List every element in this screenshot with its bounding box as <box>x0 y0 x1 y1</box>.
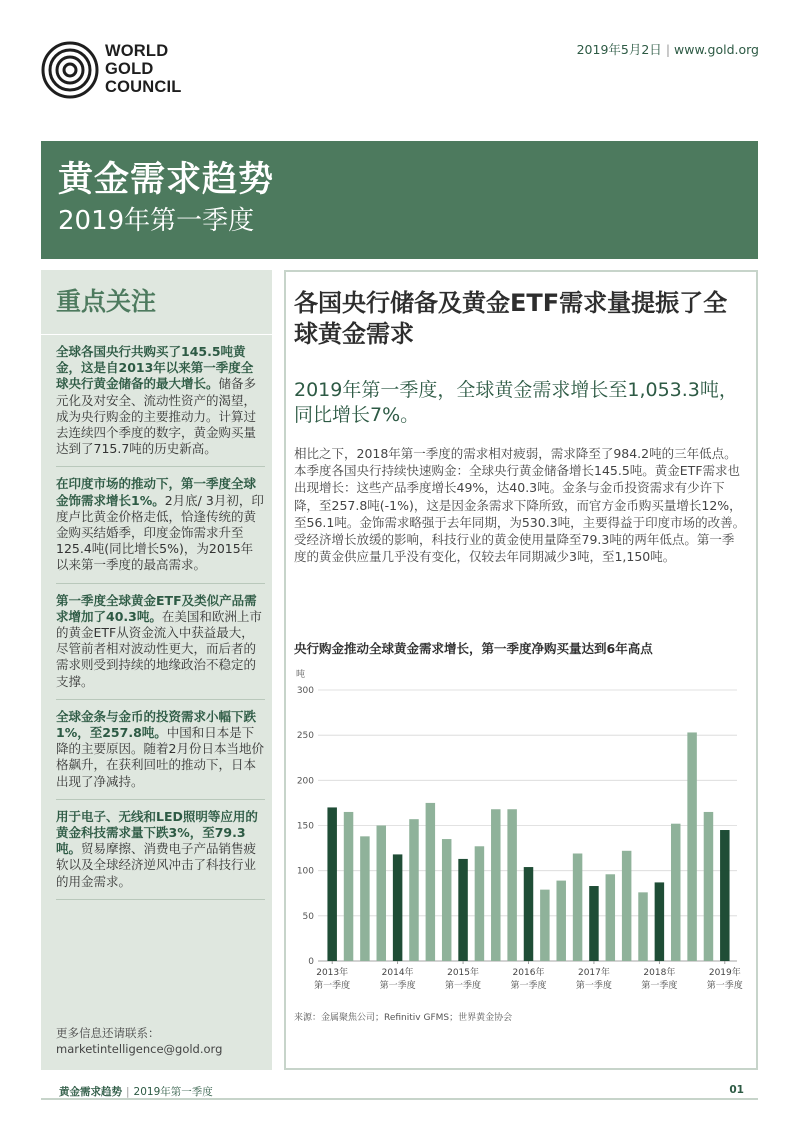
bar-2019Q1 <box>720 830 729 961</box>
x-tick-label-year: 2013年 <box>316 968 349 978</box>
contact-label: 更多信息还请联系： <box>56 1026 160 1040</box>
x-tick-label-quarter: 第一季度 <box>641 981 678 991</box>
bar-2013Q4 <box>377 826 386 962</box>
y-tick-label: 200 <box>296 776 314 787</box>
bar-2016Q1 <box>524 867 533 961</box>
bar-2015Q1 <box>458 859 467 961</box>
x-tick-label-quarter: 第一季度 <box>379 981 416 991</box>
website-link[interactable]: www.gold.org <box>674 42 759 57</box>
bar-2014Q1 <box>393 854 402 961</box>
page-footer <box>41 1070 758 1100</box>
bar-2018Q2 <box>671 824 680 961</box>
article-subheadline: 2019年第一季度，全球黄金需求增长至1,053.3吨，同比增长7%。 <box>294 379 738 426</box>
bar-2013Q2 <box>344 812 353 961</box>
bar-2017Q2 <box>606 874 615 961</box>
x-tick-label-year: 2015年 <box>447 968 480 978</box>
x-tick-label-year: 2014年 <box>381 968 414 978</box>
logo-wordmark: WORLD GOLD COUNCIL <box>105 42 182 96</box>
bar-2013Q3 <box>360 836 369 961</box>
report-title: 黄金需求趋势 <box>58 160 275 200</box>
highlight-item: 全球金条与金币的投资需求小幅下跌1%，至257.8吨。中国和日本是下降的主要原因。随着2月份日本当地价格飙升，在获利回吐的推动下，日本出现了净减持。 <box>56 700 265 800</box>
main-article <box>284 270 758 1070</box>
bar-2014Q3 <box>426 803 435 961</box>
y-tick-label: 0 <box>308 957 314 967</box>
x-tick-label-quarter: 第一季度 <box>314 981 351 991</box>
article-body: 相比之下，2018年第一季度的需求相对疲弱，需求降至了984.2吨的三年低点。本季度各国央行持续快速购金：全球央行黄金储备增长145.5吨。黄金ETF需求也出现增长：这些产品季度增长49%，达40.3吨。金条与金币投资需求有少许下降，至257.8吨(-1%)，这是因金条需求下降所致，而官方金币购买量增长12%，至56.1吨。金饰需求略强于去年同期，为530.3吨，主要得益于印度市场的改善。受经济增长放缓的影响，科技行业的黄金使用量降至79.3吨的两年低点。第一季度的黄金供应量几乎没有变化，仅较去年同期减少3吨，至1,150吨。 <box>294 446 746 565</box>
x-tick-label-year: 2017年 <box>577 968 610 978</box>
chart-title: 央行购金推动全球黄金需求增长，第一季度净购买量达到6年高点 <box>294 641 653 656</box>
bar-2013Q1 <box>327 807 336 961</box>
x-tick-label-year: 2018年 <box>643 968 676 978</box>
title-banner <box>41 141 758 259</box>
bar-2017Q1 <box>589 886 598 961</box>
x-tick-label-quarter: 第一季度 <box>575 981 612 991</box>
highlights-sidebar <box>41 270 272 1070</box>
bar-2016Q3 <box>556 881 565 961</box>
x-tick-label-quarter: 第一季度 <box>445 981 482 991</box>
header-meta <box>577 40 759 58</box>
y-tick-label: 250 <box>296 731 314 742</box>
bar-2015Q2 <box>475 846 484 961</box>
y-axis-unit: 吨 <box>296 670 306 680</box>
central-bank-demand-chart <box>292 665 752 1005</box>
bar-2014Q4 <box>442 839 451 961</box>
bar-2018Q3 <box>687 732 696 961</box>
report-quarter: 2019年第一季度 <box>58 206 255 236</box>
bar-2018Q1 <box>655 882 664 961</box>
highlights-heading: 重点关注 <box>41 288 272 335</box>
contact-block <box>56 1025 222 1057</box>
page-number: 01 <box>729 1084 744 1096</box>
x-tick-label-quarter: 第一季度 <box>706 981 743 991</box>
highlight-item: 在印度市场的推动下，第一季度全球金饰需求增长1%。2月底/ 3月初，印度卢比黄金价格走低，恰逢传统的黄金购买结婚季，印度金饰需求升至125.4吨(同比增长5%)，为2015年以来第一季度的最高需求。 <box>56 467 265 583</box>
bar-2016Q4 <box>573 854 582 961</box>
bar-2015Q4 <box>507 809 516 961</box>
bar-2014Q2 <box>409 819 418 961</box>
footer-title: 黄金需求趋势 | 2019年第一季度 <box>59 1086 213 1098</box>
publish-date: 2019年5月2日 <box>576 42 662 57</box>
y-tick-label: 100 <box>296 866 314 877</box>
logo-rings-icon <box>41 41 99 99</box>
y-tick-label: 150 <box>296 821 314 832</box>
bar-2018Q4 <box>704 812 713 961</box>
highlight-item: 用于电子、无线和LED照明等应用的黄金科技需求量下跌3%，至79.3吨。贸易摩擦、消费电子产品销售疲软以及全球经济逆风冲击了科技行业的用金需求。 <box>56 800 265 900</box>
article-headline: 各国央行储备及黄金ETF需求量提振了全球黄金需求 <box>294 289 728 348</box>
bar-2017Q4 <box>638 892 647 961</box>
x-tick-label-year: 2016年 <box>512 968 545 978</box>
x-tick-label-quarter: 第一季度 <box>510 981 547 991</box>
y-tick-label: 300 <box>296 686 314 696</box>
x-tick-label-year: 2019年 <box>708 968 741 978</box>
header-separator: | <box>665 42 671 57</box>
chart-source: 来源：金属聚焦公司；Refinitiv GFMS；世界黄金协会 <box>294 1013 513 1023</box>
bar-2015Q3 <box>491 809 500 961</box>
contact-email-link[interactable]: marketintelligence@gold.org <box>56 1042 223 1056</box>
highlight-item: 全球各国央行共购买了145.5吨黄金，这是自2013年以来第一季度全球央行黄金储备的最大增长。储备多元化及对安全、流动性资产的渴望，成为央行购金的主要推动力。计算过去连续四个季度的数字，黄金购买量达到了715.7吨的历史新高。 <box>56 335 265 467</box>
bar-2017Q3 <box>622 851 631 961</box>
y-tick-label: 50 <box>302 911 314 922</box>
bar-2016Q2 <box>540 890 549 961</box>
highlight-item: 第一季度全球黄金ETF及类似产品需求增加了40.3吨。在美国和欧洲上市的黄金ETF从资金流入中获益最大，尽管前者相对波动性更大，而后者的需求则受到持续的地缘政治不稳定的支撑。 <box>56 584 265 700</box>
world-gold-council-logo[interactable] <box>41 41 201 99</box>
